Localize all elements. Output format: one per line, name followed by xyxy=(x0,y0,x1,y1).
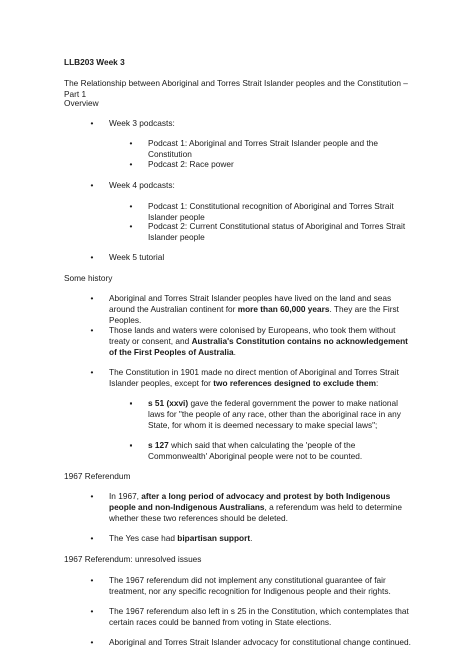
square-bullet-icon: ▪ xyxy=(129,440,133,450)
list-item: • The 1967 referendum also left in s 25 in the Constitution, which contemplates that certain races could be banned from voting in State elections. xyxy=(87,606,414,628)
list-item: • Podcast 1: Constitutional recognition of Aboriginal and Torres Strait Islander people xyxy=(126,201,412,223)
list-item: • Podcast 2: Current Constitutional status of Aboriginal and Torres Strait Islander people xyxy=(126,221,412,243)
bullet-icon: • xyxy=(90,491,94,501)
bullet-icon: • xyxy=(129,159,133,169)
referendum-heading: 1967 Referendum xyxy=(64,471,131,481)
bullet-icon: • xyxy=(129,138,133,148)
bullet-icon: • xyxy=(90,367,94,377)
list-item: • Week 4 podcasts: xyxy=(87,180,414,191)
list-item: • The 1967 referendum did not implement any constitutional guarantee of fair treatment, nor any specific recognition for Indigenous people and their rights. xyxy=(87,575,414,597)
list-item: • Aboriginal and Torres Strait Islander peoples have lived on the land and seas around the Australian continent for more than 60,000 years. They are the First Peoples. xyxy=(87,293,414,327)
document-subtitle: The Relationship between Aboriginal and Torres Strait Islander peoples and the Constitution – Part 1 xyxy=(64,78,408,100)
bullet-icon: • xyxy=(90,637,94,647)
list-item: • The Constitution in 1901 made no direct mention of Aboriginal and Torres Strait Islander peoples, except for two references designed to exclude them: xyxy=(87,367,414,389)
list-item: ▪ s 127 which said that when calculating the 'people of the Commonwealth' Aboriginal people were not to be counted. xyxy=(126,440,412,462)
list-item: • Aboriginal and Torres Strait Islander advocacy for constitutional change continued. xyxy=(87,637,414,648)
bullet-icon: • xyxy=(129,201,133,211)
square-bullet-icon: ▪ xyxy=(129,398,133,408)
unresolved-heading: 1967 Referendum: unresolved issues xyxy=(64,554,202,564)
document-title: LLB203 Week 3 xyxy=(64,57,125,67)
list-item: • Podcast 2: Race power xyxy=(126,159,412,170)
history-heading: Some history xyxy=(64,273,113,283)
list-item: • The Yes case had bipartisan support. xyxy=(87,533,414,544)
list-item: • Podcast 1: Aboriginal and Torres Strait Islander people and the Constitution xyxy=(126,138,412,160)
bullet-icon: • xyxy=(90,533,94,543)
bullet-icon: • xyxy=(90,118,94,128)
list-item: • Week 3 podcasts: xyxy=(87,118,414,129)
bullet-icon: • xyxy=(90,575,94,585)
bullet-icon: • xyxy=(90,325,94,335)
list-item: • Those lands and waters were colonised by Europeans, who took them without treaty or consent, and Australia's Constitution contains no acknowledgement of the First Peoples of Australia. xyxy=(87,325,414,359)
bullet-icon: • xyxy=(90,293,94,303)
bullet-icon: • xyxy=(90,606,94,616)
list-item: • In 1967, after a long period of advocacy and protest by both Indigenous people and non-Indigenous Australians, a referendum was held to determine whether these two references should be deleted. xyxy=(87,491,414,525)
bullet-icon: • xyxy=(90,180,94,190)
bullet-icon: • xyxy=(129,221,133,231)
bullet-icon: • xyxy=(90,252,94,262)
list-item: ▪ s 51 (xxvi) gave the federal government the power to make national laws for "the people of any race, other than the aboriginal race in any State, for whom it is deemed necessary to make special laws"; xyxy=(126,398,412,432)
overview-heading: Overview xyxy=(64,98,99,108)
list-item: • Week 5 tutorial xyxy=(87,252,414,263)
